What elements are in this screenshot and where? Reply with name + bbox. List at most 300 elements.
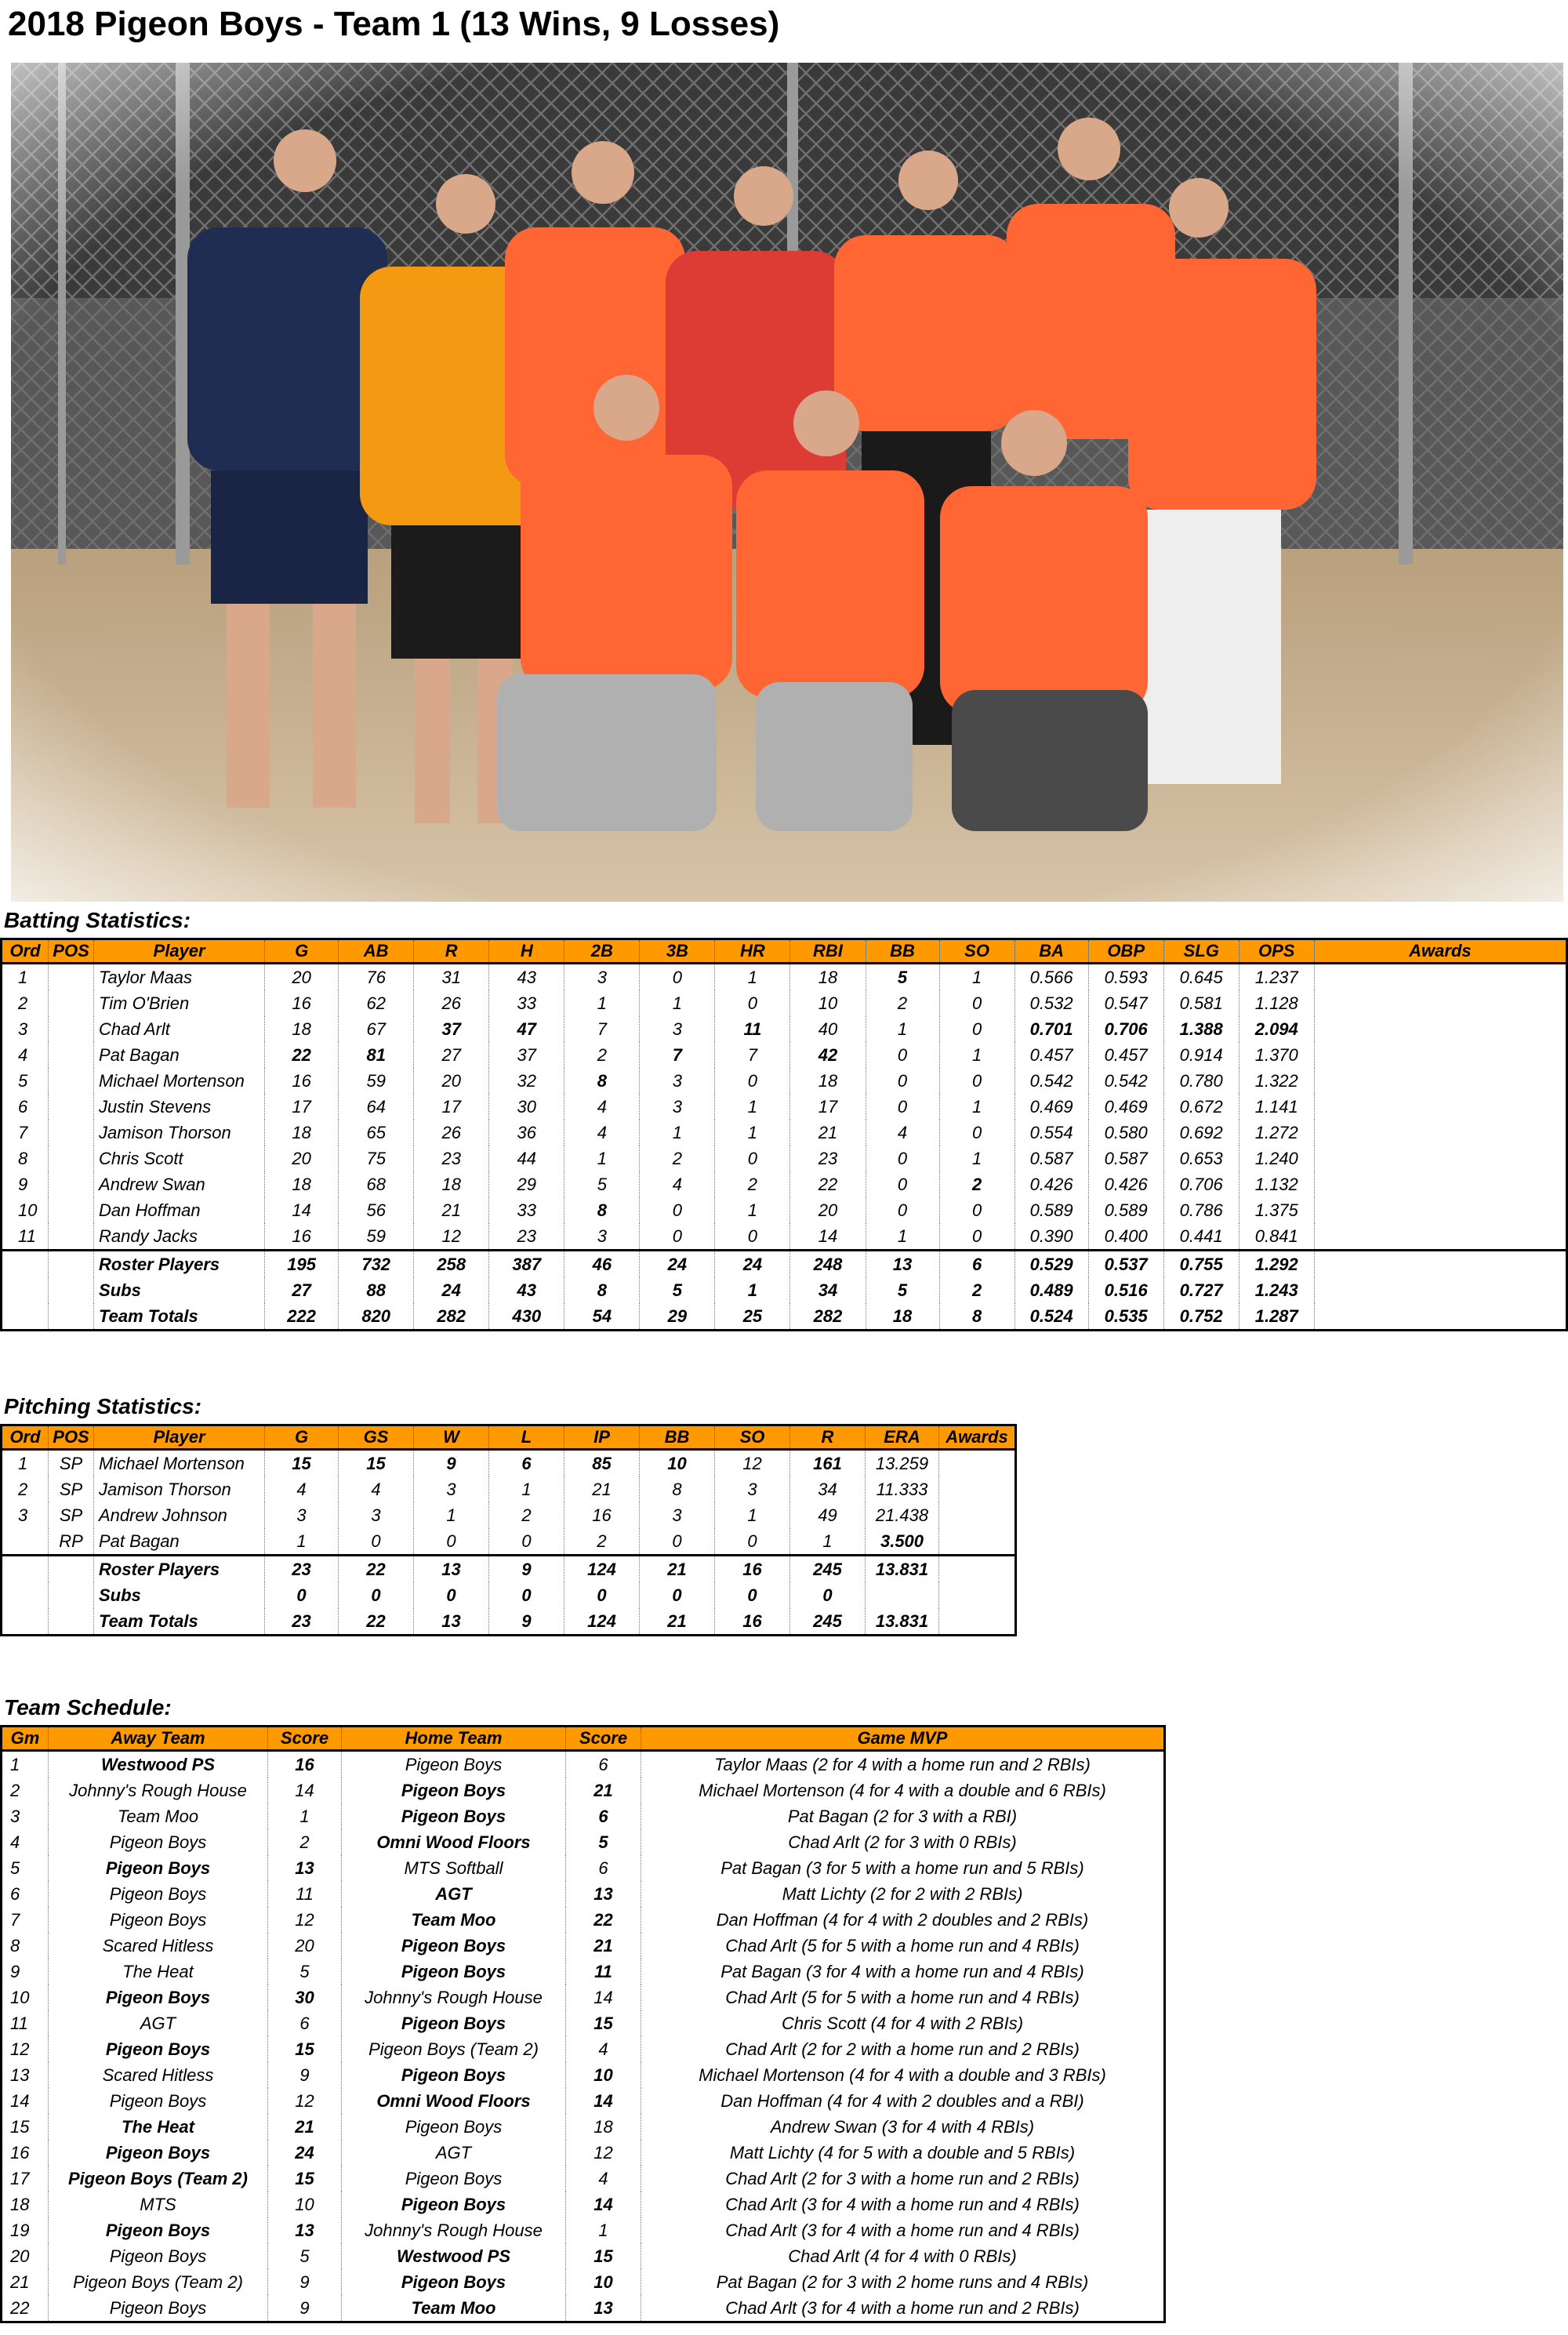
table-cell: 3 [2, 1016, 49, 1042]
table-cell: 0.542 [1014, 1068, 1088, 1094]
column-header: Player [94, 1425, 265, 1450]
table-cell [49, 964, 94, 991]
table-cell: 1 [414, 1502, 489, 1528]
table-cell: 3 [640, 1068, 715, 1094]
table-cell: 0.672 [1163, 1094, 1239, 1120]
table-cell: Omni Wood Floors [342, 2088, 566, 2114]
table-cell: 0 [939, 1120, 1014, 1146]
table-cell: Pigeon Boys [49, 1881, 268, 1907]
table-cell: 0 [339, 1528, 414, 1556]
column-header: Score [566, 1727, 641, 1751]
table-cell: 21 [268, 2114, 342, 2140]
table-cell: 13 [566, 2295, 641, 2322]
table-cell: 25 [715, 1303, 790, 1331]
table-cell: 5 [866, 964, 939, 991]
table-cell: 22 [339, 1556, 414, 1583]
table-cell: 20 [265, 1146, 339, 1171]
table-cell [1314, 1303, 1566, 1331]
table-cell: 0.516 [1088, 1277, 1163, 1303]
table-cell: 22 [2, 2295, 49, 2322]
table-row [2, 1778, 1165, 1803]
table-cell: 1 [715, 1120, 790, 1146]
table-row [2, 1881, 1165, 1907]
table-cell: 5 [640, 1277, 715, 1303]
table-cell: 4 [2, 1042, 49, 1068]
table-cell [49, 1582, 94, 1608]
table-cell: 4 [339, 1476, 414, 1502]
table-cell: 222 [265, 1303, 339, 1331]
table-cell [49, 1197, 94, 1223]
table-cell: Pigeon Boys [342, 1751, 566, 1778]
table-cell: Taylor Maas [94, 964, 265, 991]
table-cell: 0 [715, 1068, 790, 1094]
table-cell: 195 [265, 1251, 339, 1278]
table-cell: 0.581 [1163, 990, 1239, 1016]
table-cell: 62 [339, 990, 414, 1016]
table-cell: 10 [566, 2062, 641, 2088]
table-cell: 0.755 [1163, 1251, 1239, 1278]
table-cell: 46 [564, 1251, 640, 1278]
table-cell: 18 [414, 1171, 489, 1197]
table-cell: 0 [489, 1582, 564, 1608]
table-cell: 44 [489, 1146, 564, 1171]
table-cell: 11 [2, 2010, 49, 2036]
table-cell: 245 [790, 1556, 866, 1583]
table-cell: Team Moo [342, 2295, 566, 2322]
table-cell: 15 [566, 2010, 641, 2036]
table-cell: Pat Bagan [94, 1042, 265, 1068]
table-cell: 1 [2, 964, 49, 991]
table-cell: 0 [866, 1197, 939, 1223]
table-row [2, 2217, 1165, 2243]
pitching-table [0, 1424, 1017, 1636]
table-cell: 1 [715, 1094, 790, 1120]
totals-row [2, 1582, 1016, 1608]
table-cell: 0 [640, 1582, 715, 1608]
table-cell: 20 [414, 1068, 489, 1094]
table-cell: 9 [2, 1959, 49, 1985]
table-cell: Chad Arlt (2 for 2 with a home run and 2 RBIs) [641, 2036, 1165, 2062]
table-cell: 0 [715, 1223, 790, 1251]
table-cell: 5 [564, 1171, 640, 1197]
table-cell: 13.831 [866, 1608, 939, 1636]
table-cell: 19 [2, 2217, 49, 2243]
table-cell [1314, 1251, 1566, 1278]
table-cell: Pigeon Boys [49, 2036, 268, 2062]
table-cell: Andrew Johnson [94, 1502, 265, 1528]
table-cell: 0.701 [1014, 1016, 1088, 1042]
table-cell: 11 [2, 1223, 49, 1251]
table-cell: 2 [939, 1171, 1014, 1197]
table-cell: 13 [2, 2062, 49, 2088]
table-cell: 0 [339, 1582, 414, 1608]
table-cell: 7 [564, 1016, 640, 1042]
table-cell: Roster Players [94, 1556, 265, 1583]
table-cell: 37 [489, 1042, 564, 1068]
table-cell: 0.547 [1088, 990, 1163, 1016]
table-cell: 3 [414, 1476, 489, 1502]
table-cell: 49 [790, 1502, 866, 1528]
table-row [2, 1907, 1165, 1933]
table-cell: 29 [489, 1171, 564, 1197]
table-cell: 5 [2, 1855, 49, 1881]
table-cell: 0 [939, 1068, 1014, 1094]
table-cell: Chad Arlt (5 for 5 with a home run and 4 RBIs) [641, 1985, 1165, 2010]
table-cell: 3 [265, 1502, 339, 1528]
table-cell: 1 [566, 2217, 641, 2243]
column-header: BB [640, 1425, 715, 1450]
column-header: IP [564, 1425, 640, 1450]
table-cell: 0 [939, 1197, 1014, 1223]
table-row [2, 1933, 1165, 1959]
table-cell: Pigeon Boys (Team 2) [49, 2166, 268, 2192]
table-cell: Pat Bagan [94, 1528, 265, 1556]
table-cell: 54 [564, 1303, 640, 1331]
table-cell: 1 [268, 1803, 342, 1829]
column-header: SO [939, 939, 1014, 964]
table-cell: SP [49, 1502, 94, 1528]
table-cell: 0 [414, 1528, 489, 1556]
column-header: R [790, 1425, 866, 1450]
table-cell [49, 1094, 94, 1120]
table-row [2, 2140, 1165, 2166]
table-cell: 16 [2, 2140, 49, 2166]
table-cell: Chad Arlt (3 for 4 with a home run and 4 RBIs) [641, 2217, 1165, 2243]
table-cell: 430 [489, 1303, 564, 1331]
table-row [2, 1502, 1016, 1528]
table-cell: Pat Bagan (3 for 5 with a home run and 5 RBIs) [641, 1855, 1165, 1881]
table-cell: 15 [265, 1450, 339, 1477]
table-cell: 13.259 [866, 1450, 939, 1477]
column-header: G [265, 1425, 339, 1450]
table-cell [49, 1608, 94, 1636]
table-cell: 2 [564, 1042, 640, 1068]
header-row [2, 939, 1567, 964]
table-row [2, 2192, 1165, 2217]
table-row [2, 2088, 1165, 2114]
table-cell: 7 [2, 1120, 49, 1146]
table-cell: Pigeon Boys [342, 1803, 566, 1829]
table-cell [49, 1068, 94, 1094]
table-cell: Omni Wood Floors [342, 1829, 566, 1855]
table-cell: 16 [265, 990, 339, 1016]
table-cell: 1 [640, 990, 715, 1016]
table-cell: 0.589 [1088, 1197, 1163, 1223]
table-cell [939, 1450, 1016, 1477]
table-cell: 64 [339, 1094, 414, 1120]
column-header: Ord [2, 939, 49, 964]
table-cell [49, 1277, 94, 1303]
table-cell: 9 [489, 1608, 564, 1636]
table-cell: AGT [342, 1881, 566, 1907]
table-cell: 37 [414, 1016, 489, 1042]
table-cell [1314, 1223, 1566, 1251]
table-cell: 11 [268, 1881, 342, 1907]
table-cell [866, 1582, 939, 1608]
table-cell: 13 [566, 1881, 641, 1907]
table-cell: 1.287 [1239, 1303, 1314, 1331]
table-cell: MTS Softball [342, 1855, 566, 1881]
table-cell: Justin Stevens [94, 1094, 265, 1120]
table-cell: 23 [265, 1556, 339, 1583]
table-cell: Pigeon Boys (Team 2) [49, 2269, 268, 2295]
header-row [2, 1727, 1165, 1751]
table-cell: 7 [640, 1042, 715, 1068]
column-header: W [414, 1425, 489, 1450]
table-cell: 0.692 [1163, 1120, 1239, 1146]
column-header: BA [1014, 939, 1088, 964]
table-cell: 43 [489, 964, 564, 991]
table-cell: 32 [489, 1068, 564, 1094]
table-cell: 124 [564, 1556, 640, 1583]
table-cell: 0.535 [1088, 1303, 1163, 1331]
table-cell: 1.128 [1239, 990, 1314, 1016]
table-cell: 2 [866, 990, 939, 1016]
column-header: 2B [564, 939, 640, 964]
column-header: G [265, 939, 339, 964]
table-cell: 22 [790, 1171, 866, 1197]
table-cell: 14 [2, 2088, 49, 2114]
table-cell: 47 [489, 1016, 564, 1042]
table-cell: 75 [339, 1146, 414, 1171]
table-cell: Pigeon Boys [49, 1907, 268, 1933]
table-cell: 24 [414, 1277, 489, 1303]
table-cell: 2 [268, 1829, 342, 1855]
table-cell: 4 [2, 1829, 49, 1855]
column-header: GS [339, 1425, 414, 1450]
table-cell: 2.094 [1239, 1016, 1314, 1042]
table-cell: 10 [640, 1450, 715, 1477]
column-header: L [489, 1425, 564, 1450]
table-cell: 0 [640, 1223, 715, 1251]
column-header: POS [49, 939, 94, 964]
table-cell: 1 [640, 1120, 715, 1146]
table-cell: 0.426 [1088, 1171, 1163, 1197]
table-cell: 23 [414, 1146, 489, 1171]
table-cell: 26 [414, 1120, 489, 1146]
table-cell: Pigeon Boys [342, 1933, 566, 1959]
table-cell: 36 [489, 1120, 564, 1146]
table-cell: 6 [489, 1450, 564, 1477]
table-cell: Pigeon Boys [342, 2269, 566, 2295]
table-cell [939, 1476, 1016, 1502]
table-cell: 0.587 [1088, 1146, 1163, 1171]
table-cell: 4 [866, 1120, 939, 1146]
table-cell: Michael Mortenson [94, 1450, 265, 1477]
table-cell: Pigeon Boys [49, 2243, 268, 2269]
table-row [2, 2062, 1165, 2088]
table-cell: 258 [414, 1251, 489, 1278]
table-cell: 1 [866, 1223, 939, 1251]
table-cell [49, 1171, 94, 1197]
table-cell: 6 [566, 1751, 641, 1778]
table-cell: 40 [790, 1016, 866, 1042]
table-cell: 21.438 [866, 1502, 939, 1528]
table-cell: 0.529 [1014, 1251, 1088, 1278]
table-cell [1314, 1094, 1566, 1120]
table-cell [1314, 1146, 1566, 1171]
table-cell: 15 [2, 2114, 49, 2140]
column-header: Awards [939, 1425, 1016, 1450]
table-cell: 81 [339, 1042, 414, 1068]
schedule-table [0, 1725, 1166, 2323]
table-cell: Pigeon Boys [49, 2217, 268, 2243]
column-header: 3B [640, 939, 715, 964]
table-cell: 0.786 [1163, 1197, 1239, 1223]
table-cell: 34 [790, 1277, 866, 1303]
table-cell: 0.593 [1088, 964, 1163, 991]
table-row [2, 2269, 1165, 2295]
table-cell: 2 [2, 990, 49, 1016]
table-cell: 1.243 [1239, 1277, 1314, 1303]
table-cell: 13 [414, 1556, 489, 1583]
table-cell: 5 [2, 1068, 49, 1094]
table-cell: 9 [268, 2295, 342, 2322]
column-header: Score [268, 1727, 342, 1751]
table-cell: 18 [265, 1171, 339, 1197]
table-cell: Chad Arlt [94, 1016, 265, 1042]
table-cell: AGT [342, 2140, 566, 2166]
table-cell [49, 1303, 94, 1331]
table-cell: Chris Scott (4 for 4 with 2 RBIs) [641, 2010, 1165, 2036]
table-cell: 1.370 [1239, 1042, 1314, 1068]
table-cell: 31 [414, 964, 489, 991]
table-cell: 9 [2, 1171, 49, 1197]
table-cell: 0.706 [1163, 1171, 1239, 1197]
table-cell [939, 1502, 1016, 1528]
table-cell: 0 [640, 1528, 715, 1556]
table-row [2, 1120, 1567, 1146]
table-cell: 14 [790, 1223, 866, 1251]
table-cell: 1.141 [1239, 1094, 1314, 1120]
table-cell: 11.333 [866, 1476, 939, 1502]
table-cell: 0.441 [1163, 1223, 1239, 1251]
table-cell: 248 [790, 1251, 866, 1278]
table-cell [1314, 1197, 1566, 1223]
table-cell: 1.272 [1239, 1120, 1314, 1146]
table-cell: 820 [339, 1303, 414, 1331]
table-row [2, 1042, 1567, 1068]
table-cell: 4 [564, 1120, 640, 1146]
table-cell [49, 1251, 94, 1278]
table-cell: 1 [265, 1528, 339, 1556]
table-cell: 0.752 [1163, 1303, 1239, 1331]
table-cell: 0.524 [1014, 1303, 1088, 1331]
table-cell: Michael Mortenson (4 for 4 with a double and 3 RBIs) [641, 2062, 1165, 2088]
table-cell: 42 [790, 1042, 866, 1068]
table-cell: 16 [265, 1068, 339, 1094]
column-header: Awards [1314, 939, 1566, 964]
table-row [2, 2010, 1165, 2036]
table-cell: Randy Jacks [94, 1223, 265, 1251]
table-cell: 0 [790, 1582, 866, 1608]
table-cell: Scared Hitless [49, 2062, 268, 2088]
table-cell: 3 [564, 1223, 640, 1251]
table-cell: 14 [566, 1985, 641, 2010]
table-cell: Westwood PS [49, 1751, 268, 1778]
table-cell: 0 [265, 1582, 339, 1608]
column-header: OBP [1088, 939, 1163, 964]
table-cell: 3 [2, 1502, 49, 1528]
table-cell: 1 [939, 964, 1014, 991]
table-cell: 20 [2, 2243, 49, 2269]
table-cell: 0.426 [1014, 1171, 1088, 1197]
table-cell: 0.580 [1088, 1120, 1163, 1146]
batting-table [0, 938, 1568, 1331]
table-cell: 2 [564, 1528, 640, 1556]
table-cell: 1 [939, 1094, 1014, 1120]
table-cell: 20 [790, 1197, 866, 1223]
table-row [2, 1146, 1567, 1171]
table-cell: Tim O'Brien [94, 990, 265, 1016]
table-cell: 23 [489, 1223, 564, 1251]
table-cell: 22 [339, 1608, 414, 1636]
table-cell [939, 1528, 1016, 1556]
table-cell: 16 [265, 1223, 339, 1251]
table-cell: 18 [866, 1303, 939, 1331]
table-cell [2, 1608, 49, 1636]
table-cell: 12 [2, 2036, 49, 2062]
table-cell: 6 [566, 1803, 641, 1829]
table-cell: Pigeon Boys [342, 2062, 566, 2088]
table-cell: 0 [866, 1094, 939, 1120]
table-row [2, 964, 1567, 991]
table-cell: 2 [640, 1146, 715, 1171]
table-cell: 0.537 [1088, 1251, 1163, 1278]
table-cell: 4 [566, 2036, 641, 2062]
table-cell [49, 1223, 94, 1251]
table-cell [1314, 1171, 1566, 1197]
table-cell: 5 [268, 2243, 342, 2269]
table-cell: 2 [2, 1476, 49, 1502]
table-cell: Pigeon Boys (Team 2) [342, 2036, 566, 2062]
table-cell: Chad Arlt (3 for 4 with a home run and 2 RBIs) [641, 2295, 1165, 2322]
table-cell: 15 [268, 2166, 342, 2192]
table-cell: 8 [2, 1933, 49, 1959]
table-cell: 43 [489, 1277, 564, 1303]
table-cell: 5 [566, 1829, 641, 1855]
table-cell: 20 [268, 1933, 342, 1959]
table-cell: 16 [268, 1751, 342, 1778]
table-cell: 16 [564, 1502, 640, 1528]
table-cell: 0.589 [1014, 1197, 1088, 1223]
table-cell: The Heat [49, 1959, 268, 1985]
table-cell: 0 [939, 1223, 1014, 1251]
table-cell: Chris Scott [94, 1146, 265, 1171]
table-row [2, 1171, 1567, 1197]
table-cell: Johnny's Rough House [342, 2217, 566, 2243]
batting-heading: Batting Statistics: [4, 908, 191, 932]
table-cell: 1 [2, 1751, 49, 1778]
table-cell: 12 [715, 1450, 790, 1477]
table-cell: Chad Arlt (5 for 5 with a home run and 4 RBIs) [641, 1933, 1165, 1959]
table-cell: 0 [939, 990, 1014, 1016]
table-cell: 15 [566, 2243, 641, 2269]
table-cell: 0 [715, 1528, 790, 1556]
column-header: SLG [1163, 939, 1239, 964]
table-cell: 0.914 [1163, 1042, 1239, 1068]
table-cell: Chad Arlt (2 for 3 with 0 RBIs) [641, 1829, 1165, 1855]
table-row [2, 2114, 1165, 2140]
table-cell: 13 [866, 1251, 939, 1278]
table-cell: Matt Lichty (4 for 5 with a double and 5 RBIs) [641, 2140, 1165, 2166]
table-cell: 11 [715, 1016, 790, 1042]
table-cell: SP [49, 1476, 94, 1502]
table-cell: 1 [715, 1277, 790, 1303]
table-cell: 6 [939, 1251, 1014, 1278]
table-cell: 9 [268, 2062, 342, 2088]
table-cell: Johnny's Rough House [49, 1778, 268, 1803]
